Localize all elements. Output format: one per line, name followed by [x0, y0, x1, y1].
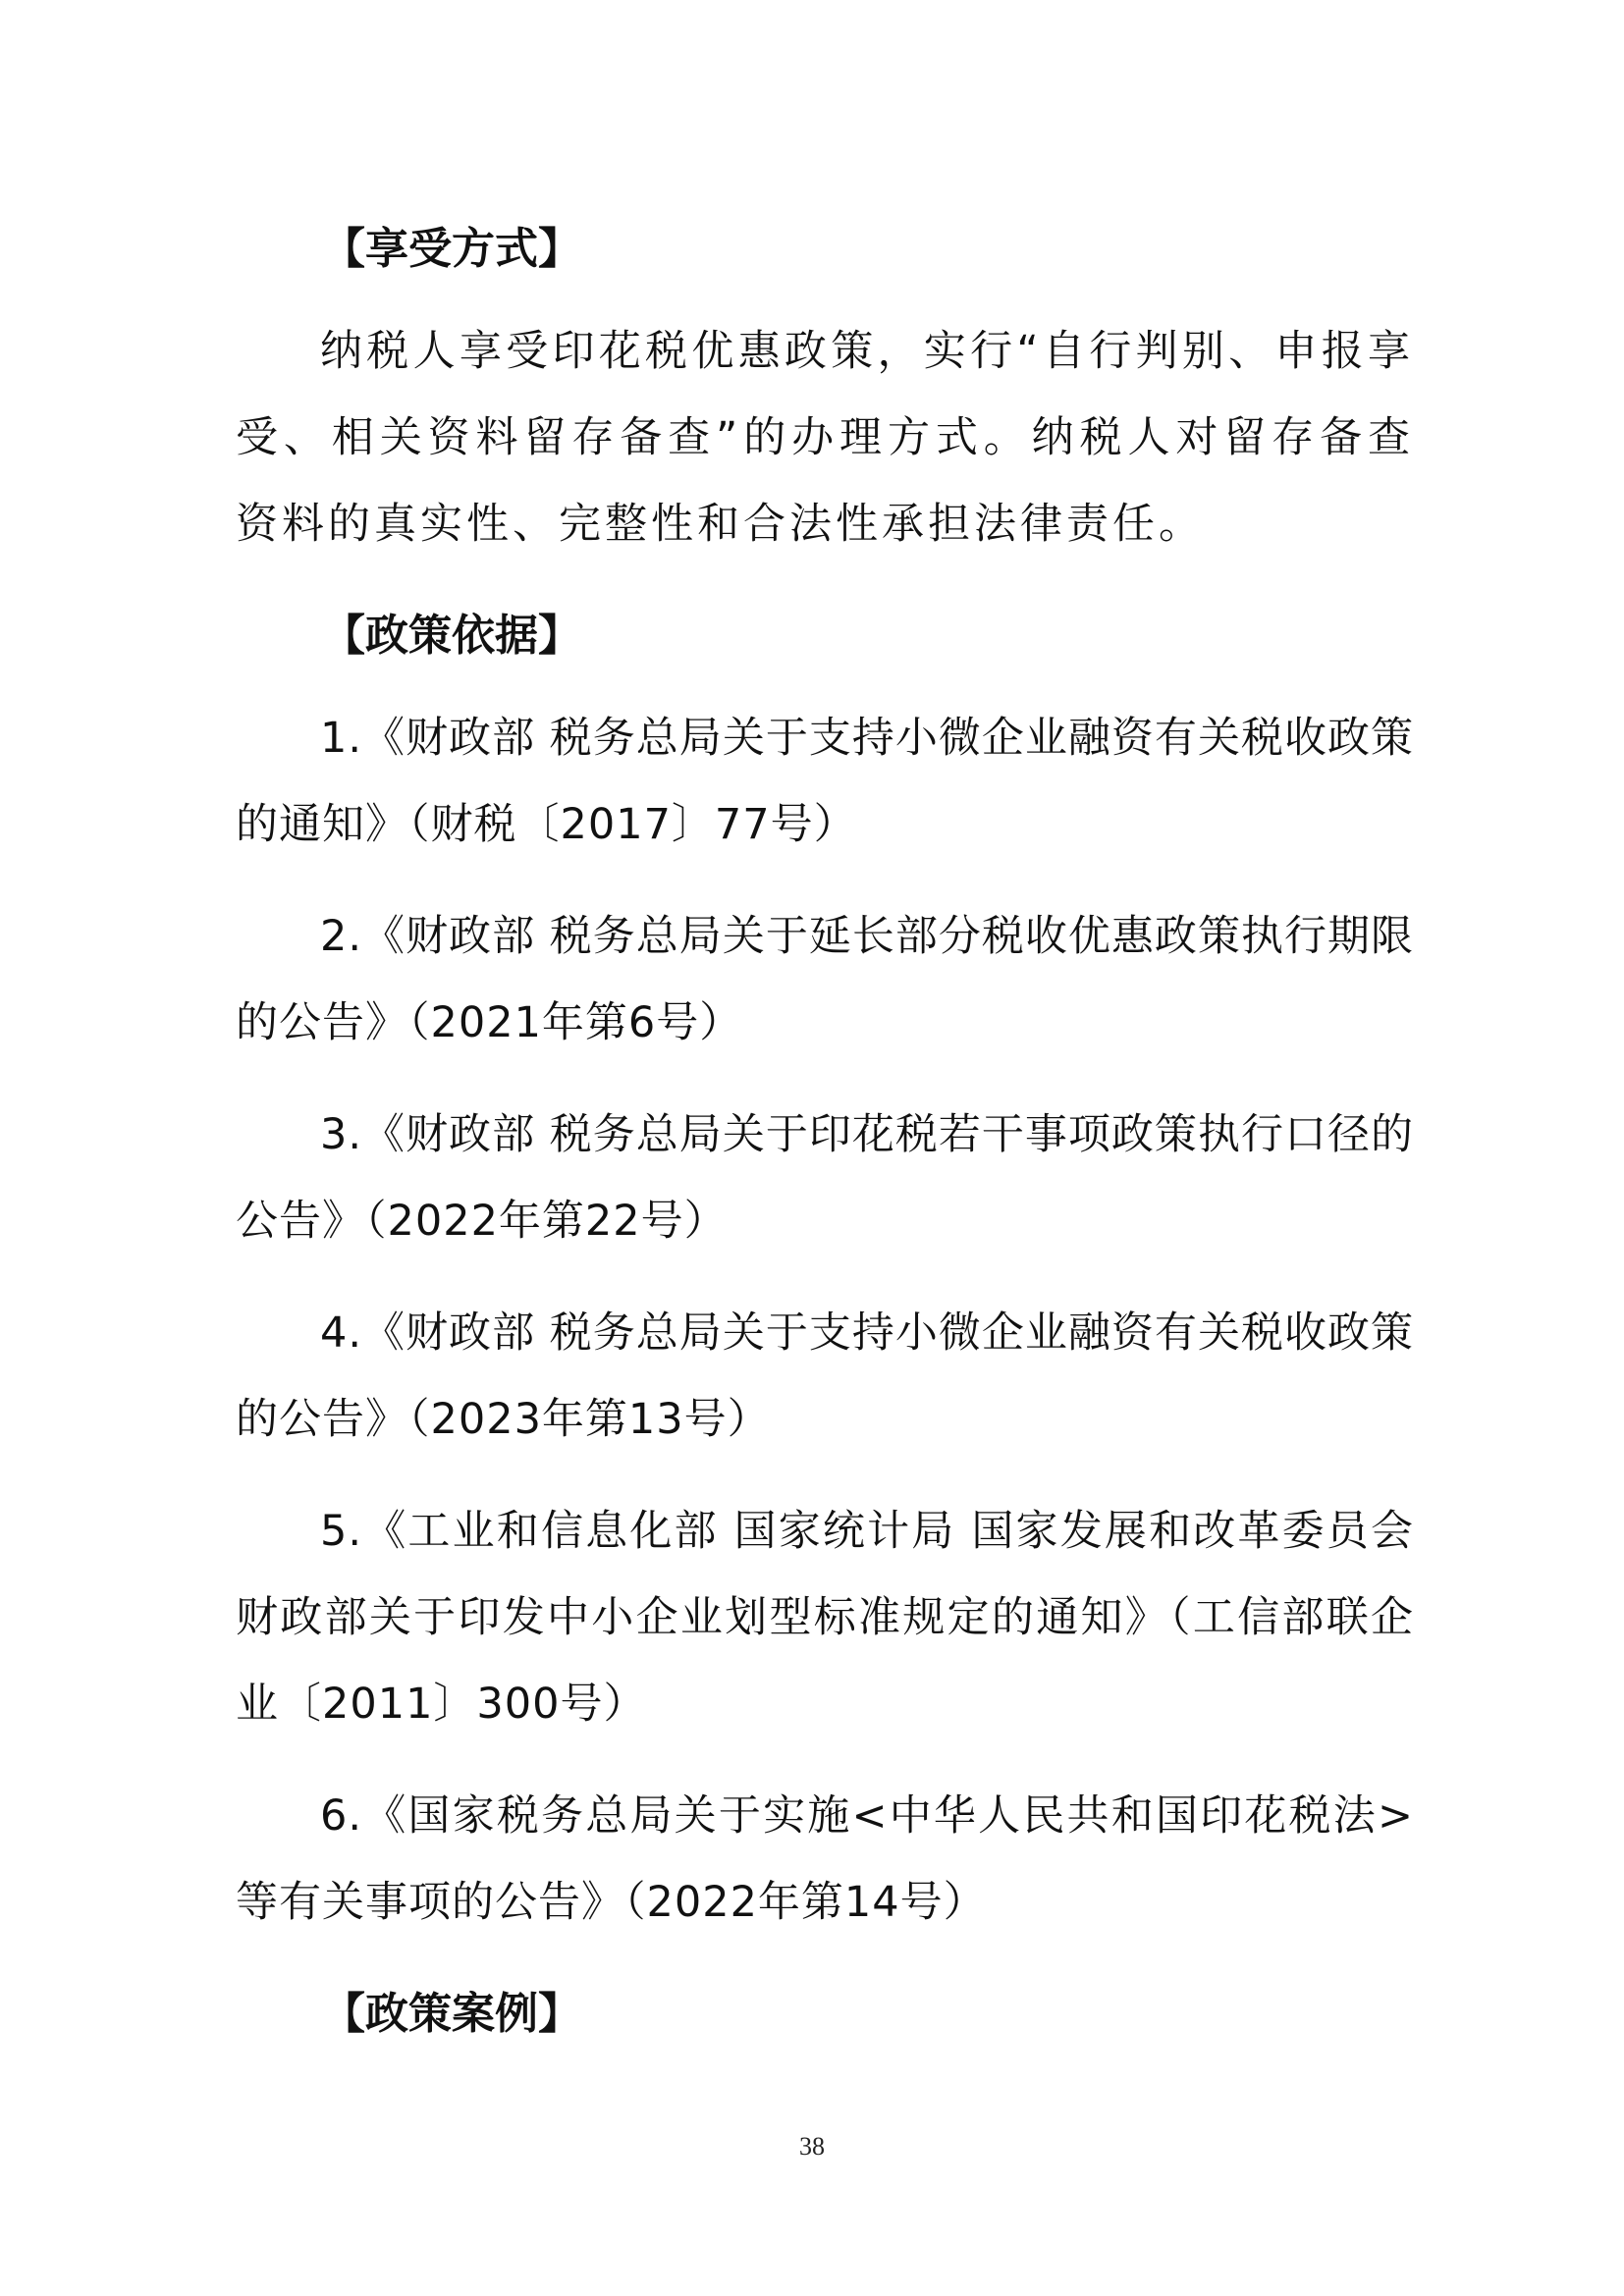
enjoy-method-heading: 【享受方式】: [322, 224, 581, 274]
page-number: 38: [799, 2132, 825, 2161]
policy-basis-item-2: 2.《财政部 税务总局关于延长部分税收优惠政策执行期限的公告》（2021年第6号）: [236, 912, 1414, 1047]
policy-basis-item-1: 1.《财政部 税务总局关于支持小微企业融资有关税收政策的通知》（财税〔2017〕77号）: [236, 714, 1414, 849]
policy-basis-item-3: 3.《财政部 税务总局关于印花税若干事项政策执行口径的公告》（2022年第22号）: [236, 1110, 1414, 1246]
page-content: [236, 206, 1414, 2057]
policy-basis-heading: 【政策依据】: [322, 611, 581, 661]
policy-basis-item-4: 4.《财政部 税务总局关于支持小微企业融资有关税收政策的公告》（2023年第13号）: [236, 1308, 1414, 1444]
policy-case-heading: 【政策案例】: [322, 1989, 581, 2039]
policy-basis-list: [236, 695, 1414, 1946]
policy-basis-item-6: 6.《国家税务总局关于实施<中华人民共和国印花税法>等有关事项的公告》（2022年第14号）: [236, 1791, 1414, 1927]
enjoy-method-body: 纳税人享受印花税优惠政策，实行“自行判别、申报享受、相关资料留存备查”的办理方式。纳税人对留存备查资料的真实性、完整性和合法性承担法律责任。: [236, 327, 1414, 549]
policy-basis-item-5: 5.《工业和信息化部 国家统计局 国家发展和改革委员会 财政部关于印发中小企业划型标准规定的通知》（工信部联企业〔2011〕300号）: [236, 1507, 1414, 1729]
